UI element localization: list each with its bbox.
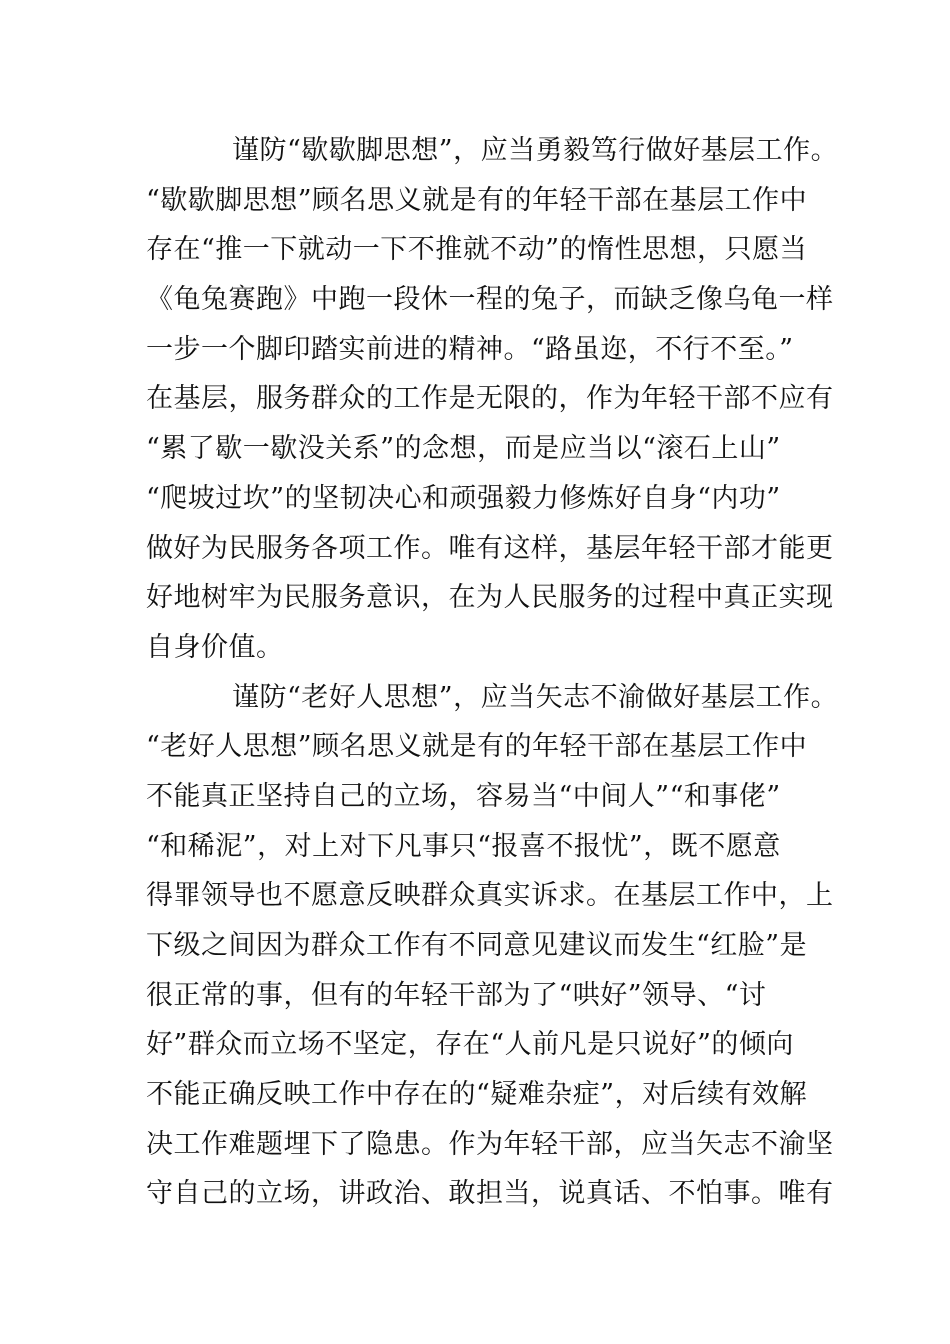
text-line: 下级之间因为群众工作有不同意见建议而发生“红脸”是: [146, 930, 808, 961]
text-line: 谨防“歇歇脚思想”，应当勇毅笃行做好基层工作。: [232, 135, 839, 166]
text-line: “歇歇脚思想”顾名思义就是有的年轻干部在基层工作中: [146, 184, 808, 216]
text-line: “老好人思想”顾名思义就是有的年轻干部在基层工作中: [146, 731, 808, 763]
paragraph-1: [146, 126, 839, 673]
text-line: “和稀泥”，对上对下凡事只“报喜不报忧”，既不愿意: [146, 830, 781, 862]
text-line: 存在“推一下就动一下不推就不动”的惰性思想，只愿当: [146, 234, 808, 266]
text-line: 不能正确反映工作中存在的“疑难杂症”，对后续有效解: [146, 1079, 808, 1111]
text-line: 在基层，服务群众的工作是无限的，作为年轻干部不应有: [146, 383, 834, 415]
text-line: 好”群众而立场不坚定，存在“人前凡是只说好”的倾向: [146, 1029, 794, 1061]
text-line: 决工作难题埋下了隐患。作为年轻干部，应当矢志不渝坚: [146, 1128, 834, 1160]
text-line: 不能真正坚持自己的立场，容易当“中间人”“和事佬”: [146, 780, 781, 812]
text-line: 做好为民服务各项工作。唯有这样，基层年轻干部才能更: [146, 532, 834, 564]
text-line: 守自己的立场，讲政治、敢担当，说真话、不怕事。唯有: [146, 1178, 834, 1210]
text-line: 得罪领导也不愿意反映群众真实诉求。在基层工作中，上: [146, 880, 834, 912]
text-line: 一步一个脚印踏实前进的精神。“路虽迩，不行不至。”: [146, 333, 794, 365]
paragraph-2: [146, 673, 839, 1220]
text-line: 自身价值。: [146, 631, 284, 663]
text-line: 很正常的事，但有的年轻干部为了“哄好”领导、“讨: [146, 979, 767, 1011]
text-line: “爬坡过坎”的坚韧决心和顽强毅力修炼好自身“内功”: [146, 482, 781, 514]
document-body: [146, 126, 839, 1219]
text-line: 好地树牢为民服务意识，在为人民服务的过程中真正实现: [146, 582, 834, 614]
text-line: 谨防“老好人思想”，应当矢志不渝做好基层工作。: [232, 681, 839, 713]
text-line: 《龟兔赛跑》中跑一段休一程的兔子，而缺乏像乌龟一样: [146, 284, 834, 316]
text-line: “累了歇一歇没关系”的念想，而是应当以“滚石上山”: [146, 433, 781, 465]
